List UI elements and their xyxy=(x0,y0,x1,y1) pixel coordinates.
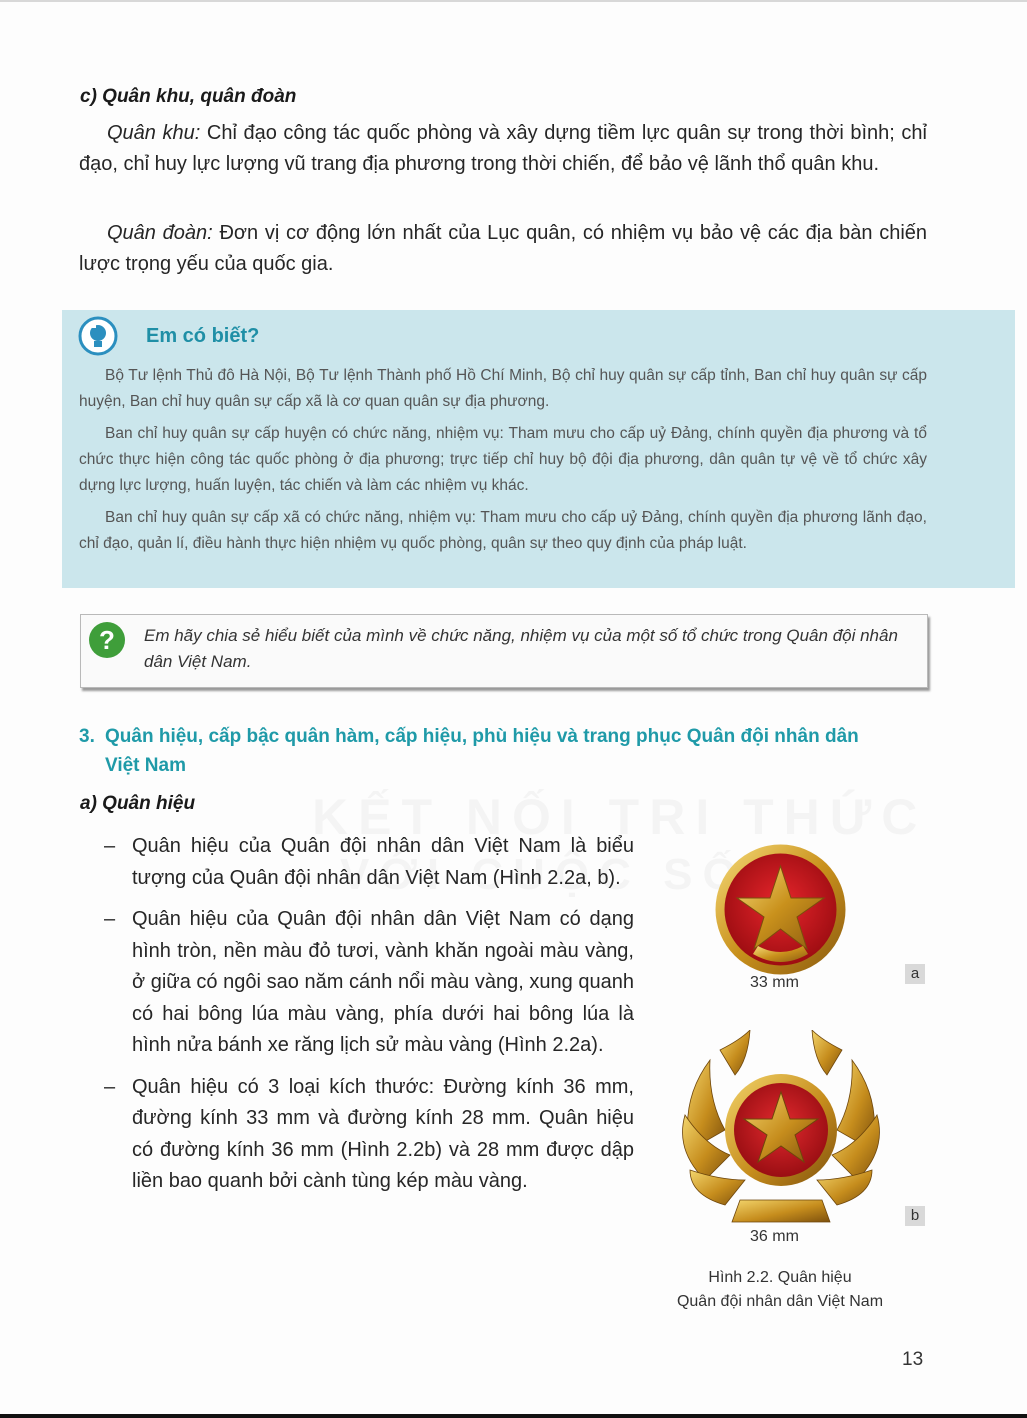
section-a-heading: a) Quân hiệu xyxy=(80,793,196,814)
bullet-text: Quân hiệu của Quân đội nhân dân Việt Nam có dạng hình tròn, nền màu đỏ tươi, vành khăn ngoài màu vàng, ở giữa có ngôi sao năm cánh nổi màu vàng, xung quanh có hai bông lúa màu vàng, phía dưới hai bông lúa là hình nửa bánh xe răng lịch sử màu vàng (Hình 2.2a). xyxy=(132,908,634,1056)
info-paragraph: Ban chỉ huy quân sự cấp xã có chức năng, nhiệm vụ: Tham mưu cho cấp uỷ Đảng, chính quyền địa phương lãnh đạo, chỉ đạo, quản lí, điều hành thực hiện nhiệm vụ quốc phòng, quân sự theo quy định của pháp luật. xyxy=(79,509,927,552)
section-c-heading: c) Quân khu, quân đoàn xyxy=(80,86,297,107)
caption-line-1: Hình 2.2. Quân hiệu xyxy=(708,1269,852,1286)
quan-khu-paragraph xyxy=(79,118,927,180)
bullet-dash: – xyxy=(104,835,116,857)
question-mark-icon xyxy=(88,621,126,659)
info-paragraph: Bộ Tư lệnh Thủ đô Hà Nội, Bộ Tư lệnh Thành phố Hồ Chí Minh, Bộ chỉ huy quân sự cấp tỉnh, Ban chỉ huy quân sự cấp huyện, Ban chỉ huy quân sự cấp xã là cơ quan quân sự địa phương. xyxy=(79,367,927,410)
bullet-dash: – xyxy=(104,908,116,930)
quan-khu-text: Chỉ đạo công tác quốc phòng và xây dựng tiềm lực quân sự trong thời bình; chỉ đạo, chỉ huy lực lượng vũ trang địa phương trong thời chiến, để bảo vệ lãnh thổ quân khu. xyxy=(79,122,927,175)
section-3-title-line2: Việt Nam xyxy=(105,755,186,776)
caption-line-2: Quân đội nhân dân Việt Nam xyxy=(676,1293,884,1310)
bullet-text: Quân hiệu có 3 loại kích thước: Đường kính 36 mm, đường kính 33 mm và đường kính 28 mm. Quân hiệu có đường kính 36 mm (Hình 2.2b) và 28 mm được dập liền bao quanh bởi cành tùng kép màu vàng. xyxy=(132,1075,634,1192)
section-3-number: 3. xyxy=(79,726,95,747)
list-item xyxy=(104,831,634,894)
badge-a-size: 33 mm xyxy=(750,974,799,991)
section-3-title-line1: Quân hiệu, cấp bậc quân hàm, cấp hiệu, phù hiệu và trang phục Quân đội nhân dân xyxy=(105,726,859,747)
bullet-text: Quân hiệu của Quân đội nhân dân Việt Nam là biểu tượng của Quân đội nhân dân Việt Nam (Hình 2.2a, b). xyxy=(132,835,634,889)
section-3-heading xyxy=(79,722,929,780)
quan-doan-text: Đơn vị cơ động lớn nhất của Lục quân, có nhiệm vụ bảo vệ các địa bàn chiến lược trọng yếu của quốc gia. xyxy=(79,222,928,275)
svg-text:?: ? xyxy=(99,625,115,655)
figure-label-b: b xyxy=(905,1206,925,1226)
bullet-dash: – xyxy=(104,1075,116,1098)
quan-khu-term: Quân khu: xyxy=(107,122,201,144)
question-text: Em hãy chia sẻ hiểu biết của mình về chức năng, nhiệm vụ của một số tổ chức trong Quân đội nhân dân Việt Nam. xyxy=(144,626,898,671)
figure-label-a: a xyxy=(905,964,925,984)
lightbulb-info-icon xyxy=(78,316,118,356)
list-item xyxy=(104,904,634,1062)
page-number: 13 xyxy=(902,1349,924,1370)
military-badge-33mm-image xyxy=(713,842,848,977)
bottom-border xyxy=(0,1414,1027,1418)
figure-caption xyxy=(650,1266,910,1314)
military-badge-36mm-with-pine-branches-image xyxy=(670,1030,892,1226)
quan-hieu-bullet-list xyxy=(104,831,634,1208)
info-box-title: Em có biết? xyxy=(146,325,260,347)
quan-doan-paragraph xyxy=(79,218,927,280)
list-item xyxy=(104,1072,634,1198)
quan-doan-term: Quân đoàn: xyxy=(107,222,213,244)
info-paragraph: Ban chỉ huy quân sự cấp huyện có chức năng, nhiệm vụ: Tham mưu cho cấp uỷ Đảng, chính quyền địa phương và tổ chức thực hiện công tác quốc phòng ở địa phương; trực tiếp chỉ huy bộ đội địa phương, dân quân tự vệ về tổ chức xây dựng lực lượng, huấn luyện, tác chiến và làm các nhiệm vụ khác. xyxy=(79,425,927,494)
badge-b-size: 36 mm xyxy=(750,1228,799,1245)
top-border xyxy=(0,0,1027,2)
